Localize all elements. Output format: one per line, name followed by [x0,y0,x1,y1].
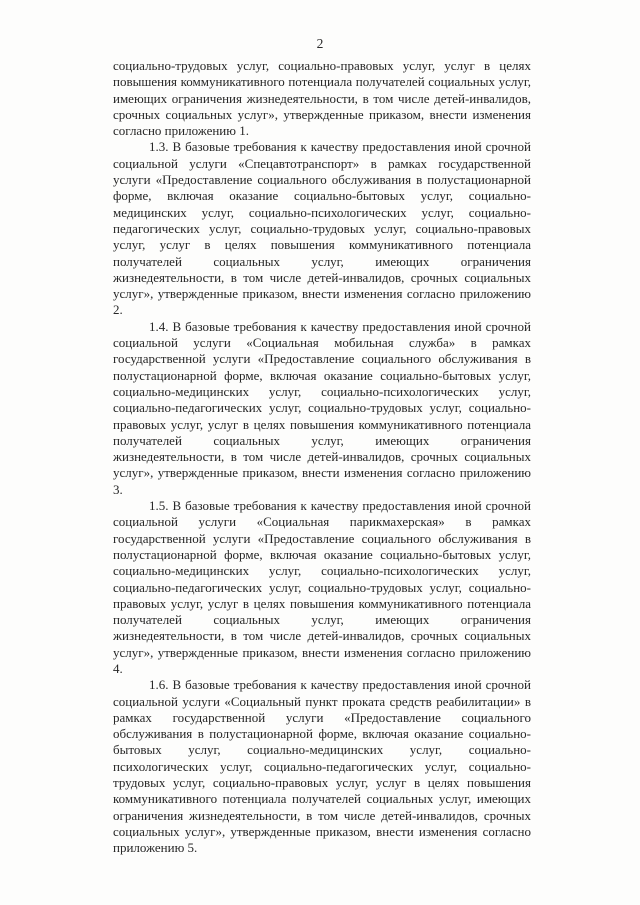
paragraph-item-1-3: 1.3. В базовые требования к качеству предоставления иной срочной социальной услуги «Спецавтотранспорт» в рамках государственной услуги «Предоставление социального обслуживания в полустационарной форме, включая оказание социально-бытовых услуг, социально-медицинских услуг, социально-психологических услуг, социально-педагогических услуг, социально-трудовых услуг, социально-правовых услуг, услуг в целях повышения коммуникативного потенциала получателей социальных услуг, имеющих ограничения жизнедеятельности, в том числе детей-инвалидов, срочных социальных услуг», утвержденные приказом, внести изменения согласно приложению 2. [113,139,531,318]
document-body [113,58,531,857]
paragraph-item-1-6: 1.6. В базовые требования к качеству предоставления иной срочной социальной услуги «Социальный пункт проката средств реабилитации» в рамках государственной услуги «Предоставление социального обслуживания в полустационарной форме, включая оказание социально-бытовых услуг, социально-медицинских услуг, социально-психологических услуг, социально-педагогических услуг, социально-трудовых услуг, социально-правовых услуг, услуг в целях повышения коммуникативного потенциала получателей социальных услуг, имеющих ограничения жизнедеятельности, в том числе детей-инвалидов, срочных социальных услуг», утвержденные приказом, внести изменения согласно приложению 5. [113,677,531,856]
paragraph-item-1-4: 1.4. В базовые требования к качеству предоставления иной срочной социальной услуги «Социальная мобильная служба» в рамках государственной услуги «Предоставление социального обслуживания в полустационарной форме, включая оказание социально-бытовых услуг, социально-медицинских услуг, социально-психологических услуг, социально-педагогических услуг, социально-трудовых услуг, социально-правовых услуг, услуг в целях повышения коммуникативного потенциала получателей социальных услуг, имеющих ограничения жизнедеятельности, в том числе детей-инвалидов, срочных социальных услуг», утвержденные приказом, внести изменения согласно приложению 3. [113,318,531,497]
paragraph-item-1-5: 1.5. В базовые требования к качеству предоставления иной срочной социальной услуги «Социальная парикмахерская» в рамках государственной услуги «Предоставление социального обслуживания в полустационарной форме, включая оказание социально-бытовых услуг, социально-медицинских услуг, социально-психологических услуг, социально-педагогических услуг, социально-трудовых услуг, социально-правовых услуг, услуг в целях повышения коммуникативного потенциала получателей социальных услуг, имеющих ограничения жизнедеятельности, в том числе детей-инвалидов, срочных социальных услуг», утвержденные приказом, внести изменения согласно приложению 4. [113,498,531,676]
page-number: 2 [316,36,324,51]
paragraph-continuation: социально-трудовых услуг, социально-правовых услуг, услуг в целях повышения коммуникативного потенциала получателей социальных услуг, имеющих ограничения жизнедеятельности, в том числе детей-инвалидов, срочных социальных услуг», утвержденные приказом, внести изменения согласно приложению 1. [113,58,531,139]
